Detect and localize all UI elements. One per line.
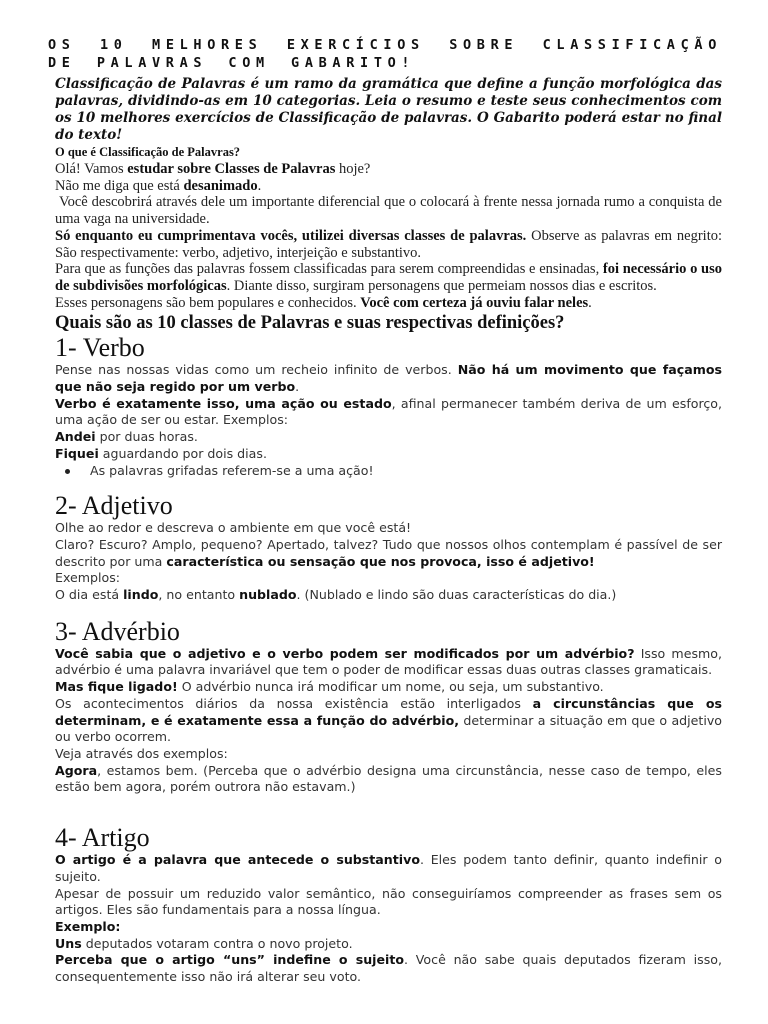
bold-text: Só enquanto eu cumprimentava vocês, utilizei diversas classes de palavras.: [55, 227, 527, 244]
text: deputados votaram contra o novo projeto.: [81, 935, 353, 951]
text: .: [257, 177, 262, 194]
text: . Eles podem tanto definir, quanto indefinir o sujeito.: [55, 852, 722, 884]
adverbio-paragraph-1: [55, 646, 722, 679]
bold-text: Mas fique ligado!: [55, 679, 178, 695]
bold-text: Andei: [55, 429, 96, 445]
bold-text: O artigo é a palavra que antecede o substantivo: [55, 852, 420, 868]
verbo-paragraph-1: [55, 362, 722, 395]
heading-adjetivo: 2- Adjetivo: [55, 491, 173, 521]
adverbio-paragraph-2: [55, 679, 722, 696]
bold-text: nublado: [239, 587, 297, 603]
paragraph-classes: [55, 228, 722, 261]
text: . (Nublado e lindo são duas características do dia.): [296, 587, 617, 603]
page-title: OS 10 MELHORES EXERCÍCIOS SOBRE CLASSIFICAÇÃO DE PALAVRAS COM GABARITO!: [48, 37, 722, 71]
heading-adverbio: 3- Advérbio: [55, 616, 180, 646]
text: Não me diga que está: [55, 177, 184, 194]
adjetivo-paragraph-2: [55, 537, 722, 570]
text: . Diante disso, surgiram personagens que permeiam nossos dias e escritos.: [226, 277, 657, 294]
bold-text: lindo: [123, 587, 159, 603]
artigo-paragraph-3: [55, 952, 722, 985]
text: , afinal permanecer também deriva de um esforço, uma ação de ser ou estar. Exemplos:: [55, 395, 722, 428]
text: Para que as funções das palavras fossem classificadas para serem compreendidas e ensinadas,: [55, 261, 603, 278]
text: Isso mesmo, advérbio é uma palavra invariável que tem o poder de modificar essas duas outras classes gramaticais.: [55, 645, 722, 678]
paragraph-functions: [55, 261, 722, 294]
bold-text: a circunstâncias que os determinam, e é exatamente essa a função do advérbio,: [55, 695, 722, 728]
text: Esses personagens são bem populares e conhecidos.: [55, 294, 361, 311]
bold-text: Agora: [55, 762, 98, 778]
text: Observe as palavras em negrito: São respectivamente: verbo, adjetivo, interjeição e substantivo.: [55, 227, 723, 261]
bold-text: Não há um movimento que façamos que não seja regido por um verbo: [55, 362, 722, 395]
text: O advérbio nunca irá modificar um nome, ou seja, um substantivo.: [177, 679, 604, 695]
artigo-paragraph-1: [55, 852, 722, 885]
text: Os acontecimentos diários da nossa existência estão interligados: [55, 695, 533, 711]
text: , estamos bem. (Perceba que o advérbio designa uma circunstância, nesse caso de tempo, eles estão bem agora, porém outrora não estavam.): [55, 762, 722, 795]
paragraph-characters: [55, 295, 722, 312]
bold-text: Você sabia que o adjetivo e o verbo podem ser modificados por um advérbio?: [55, 645, 635, 661]
artigo-example: [55, 936, 722, 953]
text: determinar a situação em que o adjetivo ou verbo ocorrem.: [55, 712, 722, 745]
paragraph-greeting: [55, 161, 722, 178]
adjetivo-paragraph-1: Olhe ao redor e descreva o ambiente em que você está!: [55, 520, 412, 536]
text: aguardando por dois dias.: [98, 445, 267, 461]
bold-text: Uns: [55, 935, 82, 951]
bold-text: Fiquei: [55, 445, 99, 461]
text: . Você não sabe quais deputados fizeram isso, consequentemente isso não irá alterar seu voto.: [55, 952, 722, 985]
paragraph-discover: Você descobrirá através dele um importante diferencial que o colocará à frente nessa jornada rumo a conquista de uma vaga na universidade.: [55, 194, 722, 228]
text: hoje?: [335, 161, 371, 177]
bold-text: desanimado: [183, 177, 258, 194]
bold-text: Você com certeza já ouviu falar neles: [360, 294, 589, 311]
section-heading-classes: Quais são as 10 classes de Palavras e suas respectivas definições?: [55, 313, 565, 334]
bold-text: característica ou sensação que nos provoca, isso é adjetivo!: [166, 553, 595, 569]
adjetivo-example: [55, 587, 722, 604]
text: .: [588, 294, 592, 311]
verbo-bullet-item: [55, 463, 722, 480]
bullet-icon: [65, 469, 70, 474]
verbo-paragraph-2: [55, 396, 722, 429]
bold-text: estudar sobre Classes de Palavras: [127, 161, 336, 177]
heading-artigo: 4- Artigo: [55, 823, 150, 853]
bold-text: Exemplo:: [55, 918, 121, 934]
bold-text: Verbo é exatamente isso, uma ação ou estado: [55, 395, 392, 411]
adverbio-examples-label: Veja através dos exemplos:: [55, 745, 228, 761]
text: Pense nas nossas vidas como um recheio infinito de verbos.: [55, 362, 458, 378]
text: por duas horas.: [95, 429, 198, 445]
text: As palavras grifadas referem-se a uma ação!: [90, 462, 374, 478]
text: , no entanto: [158, 587, 240, 603]
adverbio-paragraph-3: [55, 696, 722, 746]
text: .: [295, 379, 300, 395]
bold-text: foi necessário o uso de subdivisões morfológicas: [55, 261, 722, 294]
artigo-paragraph-2: Apesar de possuir um reduzido valor semântico, não conseguiríamos compreender as frases sem os artigos. Eles são fundamentais para a nossa língua.: [55, 885, 722, 918]
heading-verbo: 1- Verbo: [55, 333, 145, 363]
bold-text: Perceba que o artigo “uns” indefine o sujeito: [55, 952, 405, 968]
question-heading: O que é Classificação de Palavras?: [55, 145, 241, 159]
intro-paragraph: Classificação de Palavras é um ramo da gramática que define a função morfológica das palavras, dividindo-as em 10 categorias. Leia o resumo e teste seus conhecimentos com os 10 melhores exercícios de Classificação de palavras. O Gabarito poderá estar no final do texto!: [55, 76, 722, 143]
paragraph-desanimado: [55, 178, 722, 195]
verbo-example-1: [55, 429, 722, 446]
artigo-example-label: [55, 919, 722, 936]
verbo-example-2: [55, 446, 722, 463]
adverbio-example: [55, 763, 722, 796]
text: Claro? Escuro? Amplo, pequeno? Apertado, talvez? Tudo que nossos olhos contemplam é passível de ser descrito por uma: [55, 536, 722, 569]
adjetivo-examples-label: Exemplos:: [55, 570, 121, 586]
text: O dia está: [55, 587, 124, 603]
text: Olá! Vamos: [55, 161, 128, 177]
